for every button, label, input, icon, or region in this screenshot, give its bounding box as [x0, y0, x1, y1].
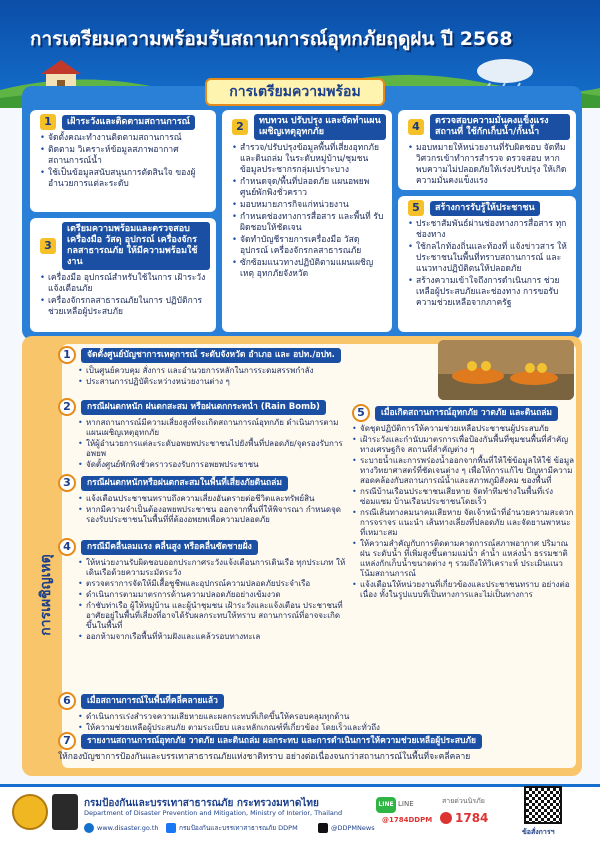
list-item: • กำหนดช่องทางการสื่อสาร และพื้นที่ รับผิดชอบให้ชัดเจน	[232, 212, 386, 234]
card-title: กรณีฝนตกหนักหรือฝนตกสะสมในพื้นที่เสี่ยงภัยดินถล่ม	[81, 476, 288, 491]
list-item: • มอบหมายให้หน่วยงานที่รับผิดชอบ จัดทีมวิศวกรเข้าทำการสำรวจ ตรวจสอบ หากพบความไม่ปลอดภัยให้เร่งปรับปรุง ให้เกิดความมั่นคงแข็งแรง	[408, 143, 570, 187]
prep-card-2	[222, 110, 392, 332]
card-title: เฝ้าระวังและติดตามสถานการณ์	[62, 115, 195, 130]
response-card-6	[58, 692, 568, 733]
facebook-icon	[166, 823, 176, 833]
card-title: กรณีฝนตกหนัก ฝนตกสะสม หรือฝนตกกระหน่ำ (Rain Bomb)	[81, 400, 326, 415]
card-title: เมื่อเกิดสถานการณ์อุทกภัย วาตภัย และดินถล่ม	[375, 406, 558, 421]
prep-card-3	[30, 218, 216, 332]
hotline-number: 1784	[455, 811, 489, 825]
card-title: จัดตั้งศูนย์บัญชาการเหตุการณ์ ระดับจังหวัด อำเภอ และ อปท./อปท.	[81, 348, 341, 363]
facebook-text: กรมป้องกันและบรรเทาสาธารณภัย DDPM	[179, 824, 298, 832]
line-id: @1784DDPM	[382, 816, 433, 824]
footer	[0, 784, 600, 850]
list-item: • ซักซ้อมแนวทางปฏิบัติตามแผนเผชิญเหตุ อุทกภัยจังหวัด	[232, 258, 386, 280]
card-title: เตรียมความพร้อมและตรวจสอบเครื่องมือ วัสดุ อุปกรณ์ เครื่องจักรกลสาธารณภัย ให้มีความพร้อมใช้งาน	[62, 222, 210, 270]
card-number: 2	[58, 398, 76, 416]
side-label-text: การเผชิญเหตุ	[38, 554, 54, 636]
response-card-1	[58, 346, 434, 387]
card-title: ตรวจสอบความมั่นคงแข็งแรงสถานที่ ใช้กักเก็บน้ำ/กั้นน้ำ	[430, 114, 570, 140]
list-item: • ดำเนินการตามมาตรการด้านความปลอดภัยอย่างเข้มงวด	[78, 590, 348, 600]
list-item: • จัดทำบัญชีรายการเครื่องมือ วัสดุ อุปกรณ์ เครื่องจักรกลสาธารณภัย	[232, 235, 386, 257]
list-item: • ประชาสัมพันธ์ผ่านช่องทางการสื่อสาร ทุกช่องทาง	[408, 219, 570, 241]
card-number: 2	[232, 119, 248, 135]
list-item: • กำชับท่าเรือ ผู้ให้หมู่บ้าน และผู้นำชุมชน เฝ้าระวังและแจ้งเตือน ประชาชนที่อาศัยอยู่ในพื้นที่เสี่ยงที่อาจได้รับผลกระทบให้ทราบ สถานการณ์ที่อาจจะเกิดขึ้นในพื้นที่	[78, 601, 348, 631]
card-number: 1	[58, 346, 76, 364]
list-item: • เฝ้าระวังและกำนับมาตรการเพื่อป้องกันพื้นที่ชุมชนพื้นที่สำคัญ ทางเศรษฐกิจ สถานที่สำคัญต่าง ๆ	[352, 435, 576, 455]
qr-code[interactable]	[524, 786, 562, 824]
card-title: กรณีมีคลื่นลมแรง คลื่นสูง หรือคลื่นซัดชายฝั่ง	[81, 540, 258, 555]
ministry-logo	[52, 794, 78, 830]
list-item: • ดำเนินการเร่งสำรวจความเสียหายและผลกระทบที่เกิดขึ้นให้ครอบคลุมทุกด้าน	[78, 712, 568, 722]
list-item: • มอบหมายภารกิจแก่หน่วยงาน	[232, 200, 386, 211]
card-number: 5	[352, 404, 370, 422]
list-item: • จัดชุดปฏิบัติการให้ความช่วยเหลือประชาชนผู้ประสบภัย	[352, 424, 576, 434]
prep-card-1	[30, 110, 216, 212]
list-item: • แจ้งเตือนประชาชนทราบถึงความเสี่ยงอันตรายต่อชีวิตและทรัพย์สิน	[78, 494, 348, 504]
ddpm-seal-logo	[12, 794, 48, 830]
list-item: • ใช้กลไกท้องถิ่นและท้องที่ แจ้งข่าวสาร ให้ประชาชนในพื้นที่ทราบสถานการณ์ และแนวทางปฏิบัติตนให้ปลอดภัย	[408, 242, 570, 275]
hotline[interactable]	[440, 811, 488, 825]
card-number: 7	[58, 732, 76, 750]
list-item: • จัดตั้งศูนย์พักพิงชั่วคราวรองรับการอพยพประชาชน	[78, 460, 348, 470]
facebook-link[interactable]	[166, 823, 298, 833]
list-item: • ออกห้ามจากเรือพื้นที่ห้ามฝังและแคล้วรอบทางทะเล	[78, 632, 348, 642]
list-item: • หากสถานการณ์มีความเสี่ยงสูงที่จะเกิดสถานการณ์อุทกภัย ดำเนินการตามแผนเผชิญเหตุอุทกภัย	[78, 418, 348, 438]
response-card-7	[58, 732, 576, 750]
page-title: การเตรียมความพร้อมรับสถานการณ์อุทกภัยฤดูฝน ปี 2568	[30, 28, 513, 50]
prep-card-5	[398, 196, 576, 332]
line-label: LINE	[398, 800, 414, 808]
flood-rescue-photo	[438, 340, 574, 400]
line-icon[interactable]: LINE	[376, 797, 396, 813]
qr-label: ข้อสั่งการฯ	[522, 828, 555, 836]
globe-icon	[84, 823, 94, 833]
preparedness-title: การเตรียมความพร้อม	[205, 78, 385, 106]
org-name-english: Department of Disaster Prevention and Mitigation, Ministry of Interior, Thailand	[84, 809, 343, 817]
card-number: 5	[408, 200, 424, 216]
list-item: • เครื่องมือ อุปกรณ์สำหรับใช้ในการ เฝ้าระวังแจ้งเตือนภัย	[40, 273, 210, 295]
list-item: • ให้ผู้อำนวยการแต่ละระดับอพยพประชาชนไปยังพื้นที่ปลอดภัย/จุดรองรับการอพยพ	[78, 439, 348, 459]
response-card-4	[58, 538, 348, 642]
card-number: 3	[40, 238, 56, 254]
phone-icon	[440, 812, 452, 824]
card-title: รายงานสถานการณ์อุทกภัย วาตภัย และดินถล่ม ผลกระทบ และการดำเนินการให้ความช่วยเหลือผู้ประสบภัย	[81, 734, 482, 749]
list-item: • กำหนดจุด/พื้นที่ปลอดภัย แผนอพยพ ศูนย์พักพิงชั่วคราว	[232, 177, 386, 199]
list-item: • ระบายน้ำและการพร่องน้ำออกจากพื้นที่ให้ใช้ข้อมูลให้ใช้ ข้อมูลทางวิทยาศาสตร์ที่ชัดเจนต่าง ๆ เพื่อให้การแก้ไข ปัญหามีความสอดคล้องกับสถานการณ์น้ำและสภาพภูมิสังคม ของพื้นที่	[352, 456, 576, 486]
list-item: • ให้ความช่วยเหลือผู้ประสบภัย ตามระเบียบ และหลักเกณฑ์ที่เกี่ยวข้อง โดยเร็วและทั่วถึง	[78, 723, 568, 733]
list-item: • สำรวจ/ปรับปรุงข้อมูลพื้นที่เสี่ยงอุทกภัย และดินถล่ม ในระดับหมู่บ้าน/ชุมชน ข้อมูลประชากรกลุ่มเปราะบาง	[232, 143, 386, 176]
list-item: • จัดตั้งคณะทำงานติดตามสถานการณ์	[40, 133, 210, 144]
card-number: 3	[58, 474, 76, 492]
list-item: • ใช้เป็นข้อมูลสนับสนุนการตัดสินใจ ของผู้อำนวยการแต่ละระดับ	[40, 168, 210, 190]
card-title: เมื่อสถานการณ์ในพื้นที่คลี่คลายแล้ว	[81, 694, 224, 709]
list-item: • ประสานการปฏิบัติระหว่างหน่วยงานต่าง ๆ	[78, 377, 434, 387]
list-item: • เครื่องจักรกลสาธารณภัยในการ ปฏิบัติการช่วยเหลือผู้ประสบภัย	[40, 296, 210, 318]
x-link[interactable]	[318, 823, 375, 833]
x-icon	[318, 823, 328, 833]
x-text: @DDPMNews	[331, 824, 375, 832]
report-text: ให้กองบัญชาการป้องกันและบรรเทาสาธารณภัยแห่งชาติทราบ อย่างต่อเนื่องจนกว่าสถานการณ์ในพื้นที่จะคลี่คลาย	[58, 752, 471, 762]
card-number: 4	[408, 119, 424, 135]
response-card-5	[352, 404, 576, 600]
website-link[interactable]	[84, 823, 159, 833]
card-title: ทบทวน ปรับปรุง และจัดทำแผนเผชิญเหตุอุทกภัย	[254, 114, 386, 140]
list-item: • กรณีเส้นทางคมนาคมเสียหาย จัดเจ้าหน้าที่อำนวยความสะดวก การจราจร แนะนำ เส้นทางเลี่ยงที่ปลอดภัย และจัดยานพาหนะ ที่เหมาะสม	[352, 508, 576, 538]
list-item: • ให้หน่วยงานรับผิดชอบออกประกาศระวังแจ้งเตือนการเดินเรือ ทุกประเภท ให้เดินเรือด้วยความระมัดระวัง	[78, 558, 348, 578]
card-title: สร้างการรับรู้ให้ประชาชน	[430, 201, 540, 216]
card-number: 1	[40, 114, 56, 130]
list-item: • เป็นศูนย์ควบคุม สั่งการ และอำนวยการหลักในการระดมสรรพกำลัง	[78, 366, 434, 376]
website-text: www.disaster.go.th	[97, 824, 159, 832]
org-name-thai: กรมป้องกันและบรรเทาสาธารณภัย กระทรวงมหาดไทย	[84, 798, 319, 809]
list-item: • แจ้งเตือนให้หน่วยงานที่เกี่ยวข้องและประชาชนทราบ อย่างต่อเนื่อง ทั้งในรูปแบบที่เป็นทางการและไม่เป็นทางการ	[352, 580, 576, 600]
list-item: • ตรวจตราการจัดให้มีเสื้อชูชีพและอุปกรณ์ความปลอดภัยประจำเรือ	[78, 579, 348, 589]
list-item: • ให้ความสำคัญกับการติดตามคาดการณ์สภาพอากาศ ปริมาณฝน ระดับน้ำ ที่เพิ่มสูงขึ้นตามแม่น้ำ ลำน้ำ แหล่งน้ำ ธรรมชาติ แหล่งกักเก็บน้ำขนาดต่าง ๆ รวมถึงให้วิเคราะห์ ประเมินแนวโน้มสถานการณ์	[352, 539, 576, 579]
prep-card-4	[398, 110, 576, 190]
hotline-label: สายด่วนนิรภัย	[442, 797, 485, 805]
card-number: 6	[58, 692, 76, 710]
list-item: • หากมีความจำเป็นต้องอพยพประชาชน ออกจากพื้นที่ให้พิจารณา กำหนดจุดรองรับประชาชนในพื้นที่ที่ต้องอพยพเพื่อความปลอดภัย	[78, 505, 348, 525]
footer-divider	[0, 784, 600, 787]
list-item: • กรณีบ้านเรือนประชาชนเสียหาย จัดทำทีมช่างในพื้นที่เร่งซ่อมแซม บ้านเรือนประชาชนโดยเร็ว	[352, 487, 576, 507]
list-item: • ติดตาม วิเคราะห์ข้อมูลสภาพอากาศ สถานการณ์น้ำ	[40, 145, 210, 167]
list-item: • สร้างความเข้าใจถึงการดำเนินการ ช่วยเหลือผู้ประสบภัยและช่องทาง การขอรับความช่วยเหลือจากภาครัฐ	[408, 276, 570, 309]
response-card-2	[58, 398, 348, 470]
card-number: 4	[58, 538, 76, 556]
response-card-3	[58, 474, 348, 525]
